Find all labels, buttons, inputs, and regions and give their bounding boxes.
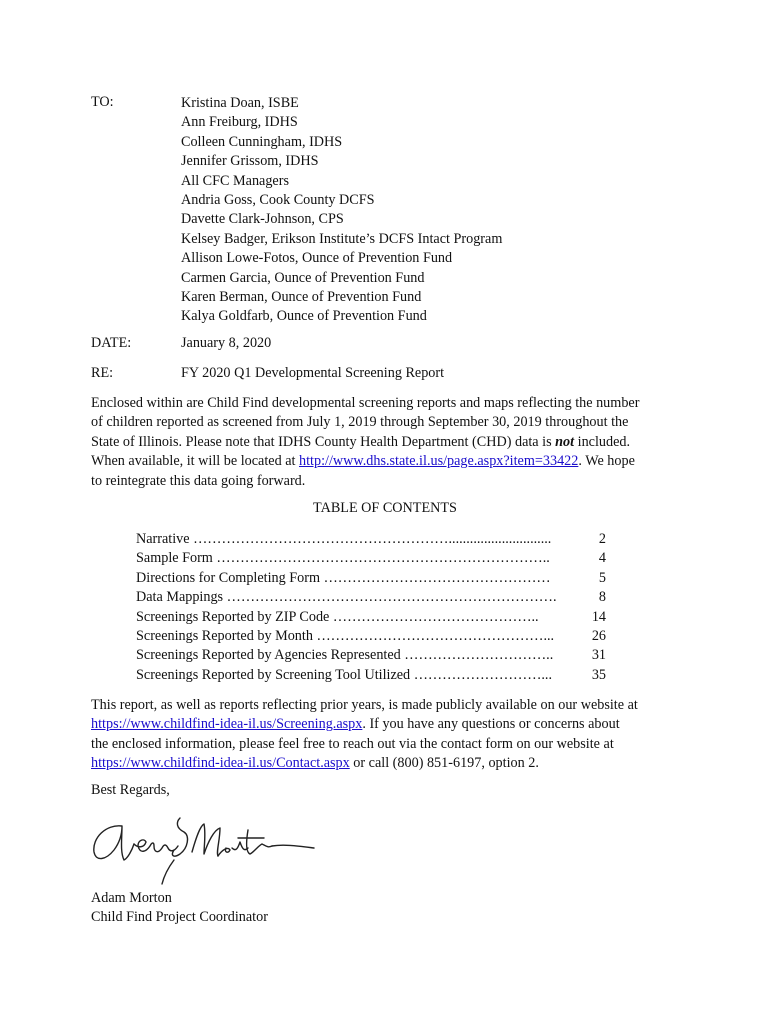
toc-entry bbox=[136, 549, 606, 568]
signature-block bbox=[91, 889, 268, 928]
intro-text: When available, it will be located at bbox=[91, 453, 299, 470]
recipient: Davette Clark-Johnson, CPS bbox=[181, 211, 344, 228]
closing-line bbox=[91, 715, 691, 734]
subject-value: FY 2020 Q1 Developmental Screening Report bbox=[181, 365, 445, 381]
closing-text: . If you have any questions or concerns about bbox=[362, 716, 620, 733]
intro-line bbox=[91, 452, 691, 471]
toc-entry-label: Data Mappings ……………………………………………………………. bbox=[136, 589, 557, 606]
signer-name: Adam Morton bbox=[91, 890, 172, 906]
intro-text: State of Illinois. Please note that IDHS County Health Department (CHD) data is bbox=[91, 433, 556, 450]
toc-entry-label: Screenings Reported by Screening Tool Utilized ………………………... bbox=[136, 666, 553, 683]
recipient: Carmen Garcia, Ounce of Prevention Fund bbox=[181, 269, 425, 286]
closing-paragraph bbox=[91, 696, 691, 774]
toc-entry-label: Screenings Reported by Month …………………………………………... bbox=[136, 628, 555, 645]
toc-entry bbox=[136, 666, 606, 685]
table-of-contents bbox=[136, 530, 606, 685]
closing-line: This report, as well as reports reflecting prior years, is made publicly available on our website at bbox=[91, 697, 638, 713]
recipient: Jennifer Grissom, IDHS bbox=[181, 153, 319, 170]
intro-line: Enclosed within are Child Find developmental screening reports and maps reflecting the number bbox=[91, 395, 640, 411]
toc-entry-label: Directions for Completing Form ………………………………………… bbox=[136, 569, 551, 586]
recipient: Colleen Cunningham, IDHS bbox=[181, 133, 343, 150]
toc-entry bbox=[136, 627, 606, 646]
intro-text: . We hope bbox=[578, 453, 635, 470]
toc-entry-page: 26 bbox=[591, 628, 606, 645]
toc-entry-label: Screenings Reported by ZIP Code …………………………………….. bbox=[136, 608, 539, 625]
recipient-list bbox=[181, 94, 502, 327]
toc-entry-page: 31 bbox=[591, 647, 606, 664]
to-label: TO: bbox=[91, 94, 114, 110]
emphasis-not: not bbox=[555, 433, 575, 450]
intro-line bbox=[91, 433, 691, 452]
toc-entry-page: 4 bbox=[598, 550, 606, 567]
screening-link[interactable]: https://www.childfind-idea-il.us/Screening.aspx bbox=[91, 716, 363, 733]
handwritten-signature bbox=[88, 808, 328, 888]
contact-link[interactable]: https://www.childfind-idea-il.us/Contact.aspx bbox=[91, 755, 350, 772]
toc-entry-page: 5 bbox=[598, 569, 606, 586]
closing-line: the enclosed information, please feel free to reach out via the contact form on our website at bbox=[91, 735, 614, 752]
toc-entry bbox=[136, 530, 606, 549]
recipient: Andria Goss, Cook County DCFS bbox=[181, 192, 375, 209]
toc-entry-label: Screenings Reported by Agencies Represented ………………………….. bbox=[136, 647, 554, 664]
toc-entry-label: Sample Form …………………………………………………………….. bbox=[136, 550, 550, 567]
date-label: DATE: bbox=[91, 335, 132, 351]
toc-entry bbox=[136, 608, 606, 627]
closing-line bbox=[91, 754, 691, 773]
recipient: Allison Lowe-Fotos, Ounce of Prevention Fund bbox=[181, 250, 453, 267]
toc-entry-page: 14 bbox=[591, 608, 606, 625]
recipient: Kelsey Badger, Erikson Institute’s DCFS Intact Program bbox=[181, 230, 503, 247]
date-value: January 8, 2020 bbox=[181, 335, 272, 351]
toc-entry-label: Narrative ………………………………………………............................. bbox=[136, 531, 552, 547]
intro-paragraph bbox=[91, 394, 691, 491]
dhs-link[interactable]: http://www.dhs.state.il.us/page.aspx?item=33422 bbox=[299, 453, 579, 470]
closing-text: or call (800) 851-6197, option 2. bbox=[349, 755, 539, 772]
toc-entry-page: 35 bbox=[591, 666, 606, 683]
regards-text: Best Regards, bbox=[91, 782, 170, 798]
subject-label: RE: bbox=[91, 365, 114, 381]
recipient: Kristina Doan, ISBE bbox=[181, 95, 299, 111]
recipient: Kalya Goldfarb, Ounce of Prevention Fund bbox=[181, 308, 427, 325]
recipient: All CFC Managers bbox=[181, 172, 289, 189]
toc-entry-page: 2 bbox=[598, 531, 606, 547]
recipient: Ann Freiburg, IDHS bbox=[181, 114, 298, 131]
toc-title: TABLE OF CONTENTS bbox=[313, 500, 457, 516]
toc-entry bbox=[136, 588, 606, 607]
toc-entry bbox=[136, 646, 606, 665]
intro-line: to reintegrate this data going forward. bbox=[91, 472, 306, 489]
intro-text: included. bbox=[574, 433, 631, 450]
toc-entry-page: 8 bbox=[598, 589, 606, 606]
signer-title: Child Find Project Coordinator bbox=[91, 909, 268, 926]
recipient: Karen Berman, Ounce of Prevention Fund bbox=[181, 289, 422, 306]
intro-line: of children reported as screened from July 1, 2019 through September 30, 2019 throughout the bbox=[91, 414, 629, 431]
toc-entry bbox=[136, 569, 606, 588]
